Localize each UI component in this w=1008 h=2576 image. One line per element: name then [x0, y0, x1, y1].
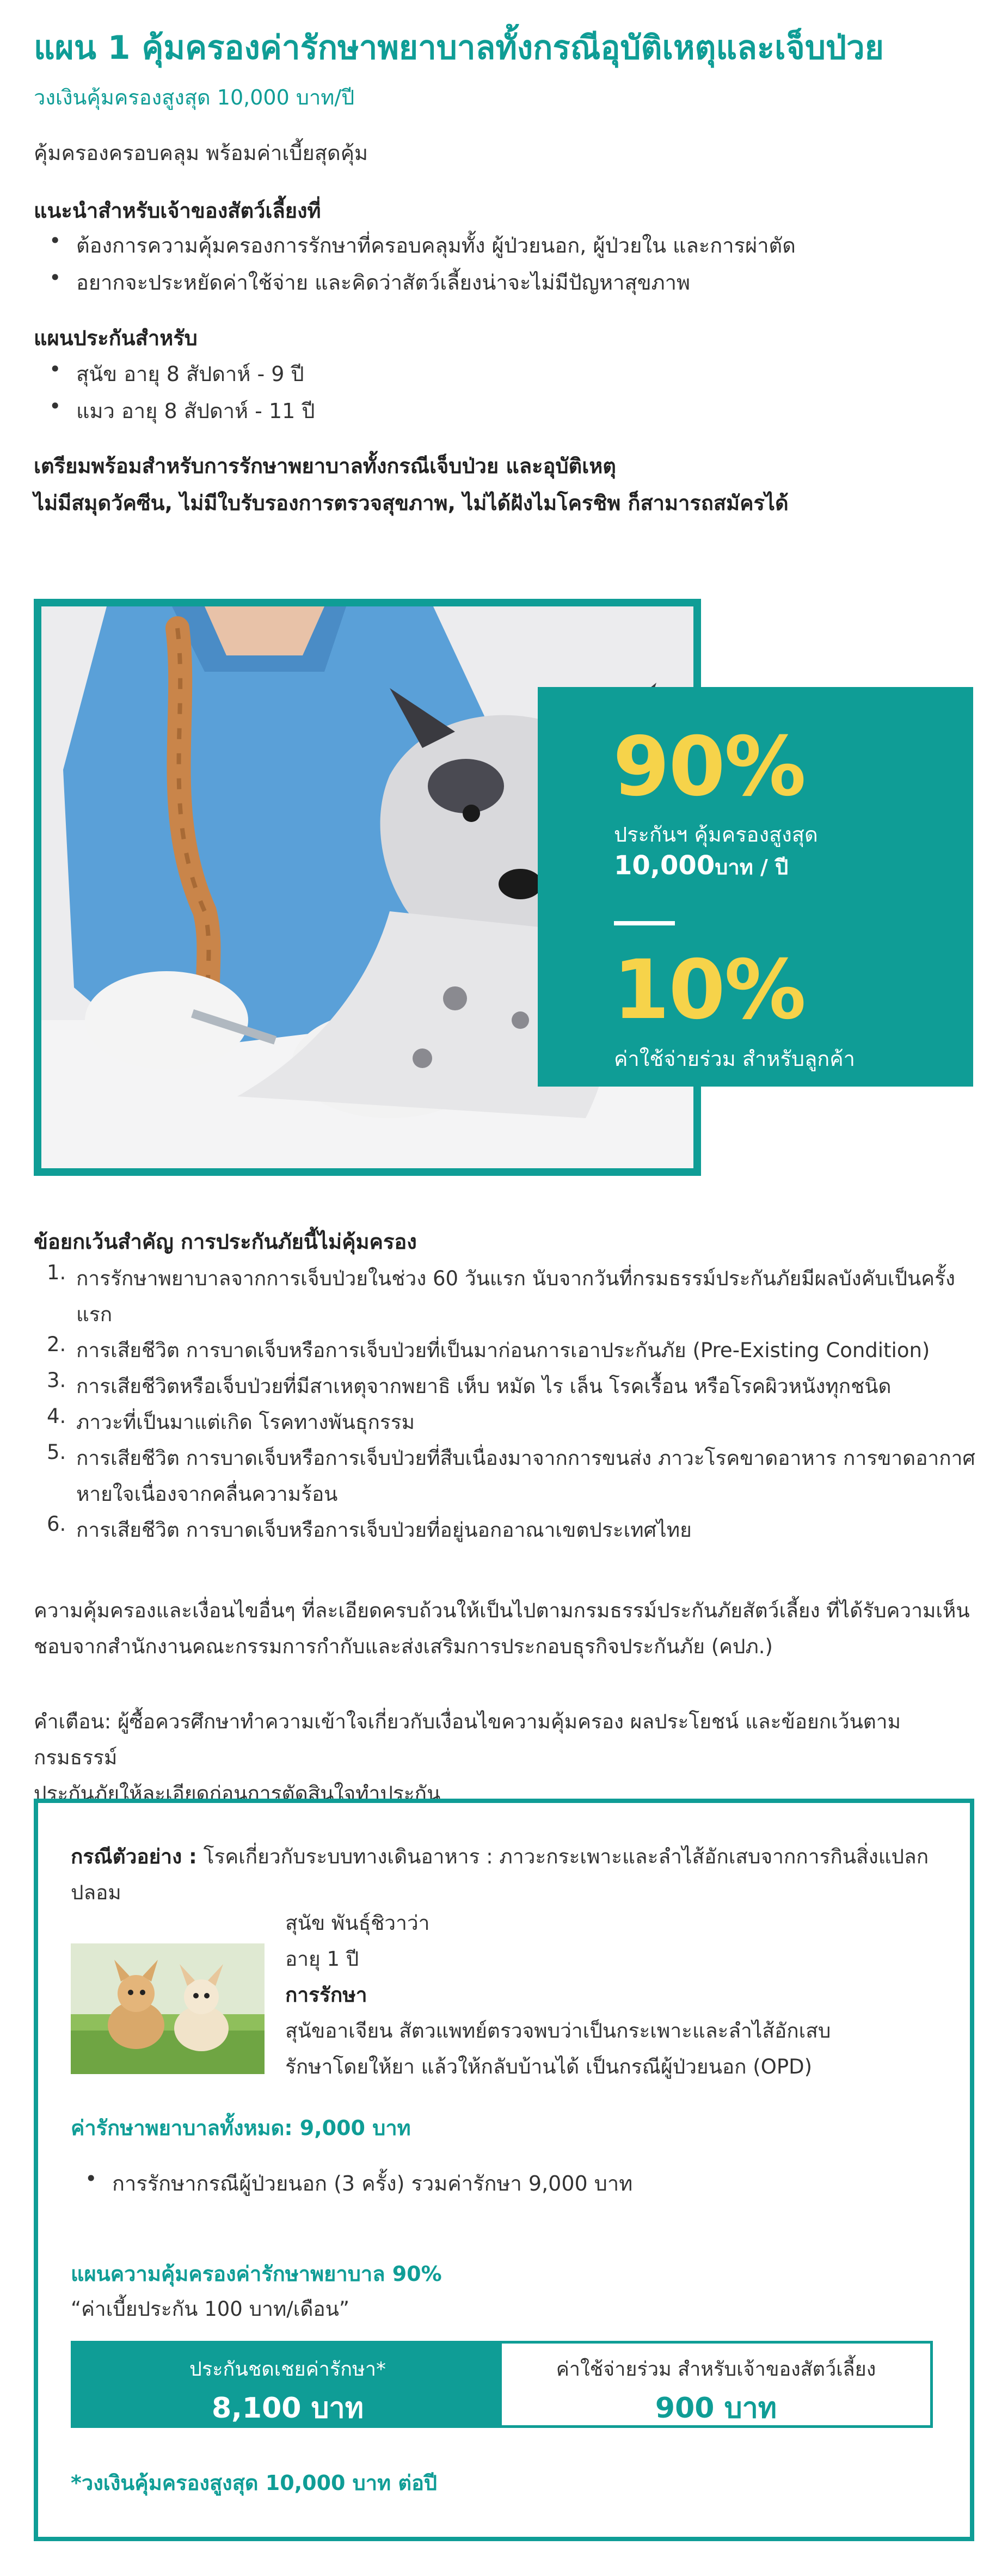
exclusion-item [34, 1404, 981, 1440]
stat-divider [614, 921, 675, 925]
chihuahua-photo [71, 1943, 265, 2074]
recommend-heading: แนะนำสำหรับเจ้าของสัตว์เลี้ยงที่ [34, 199, 321, 223]
exclusion-number: 4. [47, 1404, 66, 1428]
exclusion-text: การเสียชีวิต การบาดเจ็บหรือการเจ็บป่วยที่อยู่นอกอาณาเขตประเทศไทย [76, 1518, 692, 1542]
recommend-item: • ต้องการความคุ้มครองการรักษาที่ครอบคลุมทั้ง ผู้ป่วยนอก, ผู้ป่วยใน และการผ่าตัด [76, 229, 796, 262]
prepare-note [34, 447, 981, 522]
case-description [71, 1839, 931, 1911]
plan-for-heading: แผนประกันสำหรับ [34, 326, 198, 350]
exclusion-text: การรักษาพยาบาลจากการเจ็บป่วยในช่วง 60 วันแรก นับจากวันที่กรมธรรม์ประกันภัยมีผลบังคับเป็นครั้ง [76, 1267, 955, 1290]
copay-percent: 10% [613, 943, 806, 1038]
lead-text: คุ้มครองครอบคลุม พร้อมค่าเบี้ยสุดคุ้ม [34, 141, 368, 165]
plan-for-item: • แมว อายุ 8 สัปดาห์ - 11 ปี [76, 394, 315, 427]
insurer-payment-cell [73, 2344, 502, 2425]
exclusion-text: ภาวะที่เป็นมาแต่เกิด โรคทางพันธุกรรม [76, 1410, 415, 1434]
exclusion-number: 6. [47, 1512, 66, 1536]
owner-payment-cell [502, 2344, 930, 2425]
exclusion-number: 2. [47, 1333, 66, 1356]
coverage-percent: 90% [613, 720, 806, 814]
exclusion-number: 3. [47, 1369, 66, 1392]
warning-note [34, 1704, 975, 1812]
exclusions-heading: ข้อยกเว้นสำคัญ การประกันภัยนี้ไม่คุ้มครอง [34, 1230, 417, 1254]
exclusion-text: หายใจเนื่องจากคลื่นความร้อน [76, 1482, 338, 1506]
case-desc-cont: ปลอม [71, 1881, 121, 1904]
page-title: แผน 1 คุ้มครองค่ารักษาพยาบาลทั้งกรณีอุบัติเหตุและเจ็บป่วย [34, 29, 884, 67]
recommend-item: • อยากจะประหยัดค่าใช้จ่าย และคิดว่าสัตว์เลี้ยงน่าจะไม่มีปัญหาสุขภาพ [76, 266, 690, 299]
exclusion-text: การเสียชีวิต การบาดเจ็บหรือการเจ็บป่วยที่เป็นมาก่อนการเอาประกันภัย (Pre-Existing Condition) [76, 1339, 930, 1362]
conditions-line: ชอบจากสำนักงานคณะกรรมการกำกับและส่งเสริมการประกอบธุรกิจประกันภัย (คปภ.) [34, 1635, 773, 1658]
exclusion-item [34, 1261, 981, 1333]
coverage-limit-subtitle: วงเงินคุ้มครองสูงสุด 10,000 บาท/ปี [34, 85, 355, 109]
prepare-line: ไม่มีสมุดวัคซีน, ไม่มีใบรับรองการตรวจสุขภาพ, ไม่ได้ฝังไมโครชิพ ก็สามารถสมัครได้ [34, 491, 789, 515]
pet-breed: สุนัข พันธุ์ชิวาว่า [285, 1911, 430, 1935]
payment-split-table [71, 2341, 933, 2428]
warning-line: คำเตือน: ผู้ซื้อควรศึกษาทำความเข้าใจเกี่ยวกับเงื่อนไขความคุ้มครอง ผลประโยชน์ และข้อยกเว้นตามกรมธรรม์ [34, 1710, 901, 1769]
coverage-label: ประกันฯ คุ้มครองสูงสุด [614, 823, 818, 847]
exclusions-list [34, 1261, 981, 1548]
coverage-amount-value: 10,000 [614, 850, 715, 881]
insurer-payment-amount: 8,100 บาท [211, 2392, 364, 2425]
copay-label: ค่าใช้จ่ายร่วม สำหรับลูกค้า [614, 1047, 856, 1071]
treatment-heading: การรักษา [285, 1983, 367, 2007]
exclusion-text: การเสียชีวิต การบาดเจ็บหรือการเจ็บป่วยที่สืบเนื่องมาจากการขนส่ง ภาวะโรคขาดอาหาร การขาดอากาศ [76, 1446, 975, 1470]
plan-coverage-heading: แผนความคุ้มครองค่ารักษาพยาบาล 90% [71, 2262, 442, 2286]
conditions-line: ความคุ้มครองและเงื่อนไขอื่นๆ ที่ละเอียดครบถ้วนให้เป็นไปตามกรมธรรม์ประกันภัยสัตว์เลี้ยง ที่ได้รับความเห็น [34, 1599, 970, 1622]
exclusion-item [34, 1440, 981, 1512]
pet-age: อายุ 1 ปี [285, 1947, 359, 1971]
chihuahua-illustration [71, 1943, 265, 2074]
treatment-line: รักษาโดยให้ยา แล้วให้กลับบ้านได้ เป็นกรณีผู้ป่วยนอก (OPD) [285, 2055, 813, 2078]
exclusion-item [34, 1333, 981, 1369]
exclusion-item [34, 1512, 981, 1548]
exclusion-item [34, 1369, 981, 1404]
plan-for-item: • สุนัข อายุ 8 สัปดาห์ - 9 ปี [76, 357, 304, 390]
conditions-note [34, 1593, 975, 1665]
case-label: กรณีตัวอย่าง : [71, 1845, 197, 1868]
treatment-line: สุนัขอาเจียน สัตวแพทย์ตรวจพบว่าเป็นกระเพาะและลำไส้อักเสบ [285, 2019, 831, 2043]
exclusion-text: การเสียชีวิตหรือเจ็บป่วยที่มีสาเหตุจากพยาธิ เห็บ หมัด ไร เล็น โรคเรื้อน หรือโรคผิวหนังทุกชนิด [76, 1375, 892, 1398]
exclusion-number: 5. [47, 1440, 66, 1464]
coverage-amount-unit: บาท / ปี [715, 855, 789, 879]
total-cost-item: • การรักษากรณีผู้ป่วยนอก (3 ครั้ง) รวมค่ารักษา 9,000 บาท [112, 2167, 632, 2200]
owner-payment-label: ค่าใช้จ่ายร่วม สำหรับเจ้าของสัตว์เลี้ยง [556, 2358, 876, 2381]
case-pet-details [285, 1905, 927, 2085]
warning-line: ประกันภัยให้ละเอียดก่อนการตัดสินใจทำประกัน [34, 1782, 441, 1805]
case-desc: โรคเกี่ยวกับระบบทางเดินอาหาร : ภาวะกระเพาะและลำไส้อักเสบจากการกินสิ่งแปลก [196, 1845, 929, 1868]
owner-payment-amount: 900 บาท [655, 2392, 777, 2425]
insurer-payment-label: ประกันชดเชยค่ารักษา* [189, 2358, 386, 2381]
prepare-line: เตรียมพร้อมสำหรับการรักษาพยาบาลทั้งกรณีเจ็บป่วย และอุบัติเหตุ [34, 454, 616, 478]
premium-note: “ค่าเบี้ยประกัน 100 บาท/เดือน” [71, 2297, 350, 2321]
coverage-amount [614, 850, 788, 884]
exclusion-text: แรก [76, 1303, 113, 1326]
coverage-stat-box [538, 687, 973, 1087]
exclusion-number: 1. [47, 1261, 66, 1284]
coverage-footnote: *วงเงินคุ้มครองสูงสุด 10,000 บาท ต่อปี [71, 2471, 438, 2495]
total-cost-heading: ค่ารักษาพยาบาลทั้งหมด: 9,000 บาท [71, 2116, 411, 2140]
